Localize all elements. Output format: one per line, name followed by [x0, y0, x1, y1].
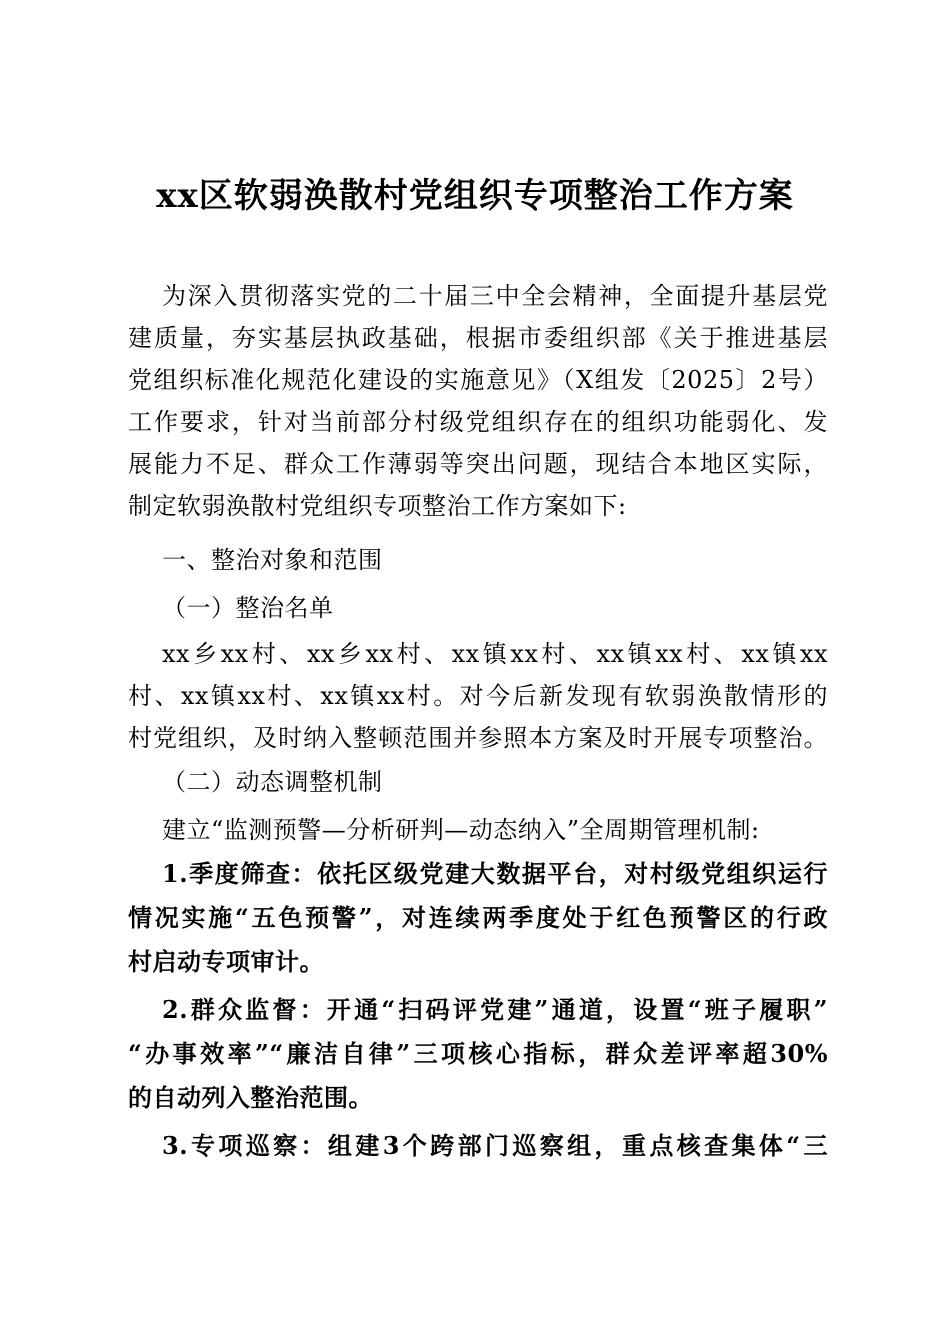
item-line: 村启动专项审计。: [128, 947, 324, 976]
item-line: 1.季度筛查：依托区级党建大数据平台，对村级党组织运行: [162, 859, 828, 888]
subsection-heading: （一）整治名单: [162, 594, 334, 622]
item-line: 3.专项巡察：组建3个跨部门巡察组，重点核查集体“三: [162, 1131, 828, 1160]
item-line: “办事效率”“廉洁自律”三项核心指标，群众差评率超30%: [128, 1039, 828, 1068]
intro-line: 为深入贯彻落实党的二十届三中全会精神，全面提升基层党: [162, 282, 828, 310]
list-line: 村党组织，及时纳入整顿范围并参照本方案及时开展专项整治。: [128, 724, 828, 752]
item-line: 的自动列入整治范围。: [128, 1083, 373, 1112]
subsection-heading: （二）动态调整机制: [162, 768, 383, 796]
list-line: xx乡xx村、xx乡xx村、xx镇xx村、xx镇xx村、xx镇xx: [162, 640, 828, 668]
intro-line: 建质量，夯实基层执政基础，根据市委组织部《关于推进基层: [128, 324, 828, 352]
section-heading: 一、整治对象和范围: [162, 546, 383, 574]
item-line: 情况实施“五色预警”，对连续两季度处于红色预警区的行政: [128, 903, 828, 932]
intro-line: 制定软弱涣散村党组织专项整治工作方案如下:: [128, 492, 627, 520]
item-line: 2.群众监督：开通“扫码评党建”通道，设置“班子履职”: [162, 995, 828, 1024]
mechanism-intro: 建立“监测预警—分析研判—动态纳入”全周期管理机制:: [162, 816, 760, 844]
intro-line: 党组织标准化规范化建设的实施意见》（X组发〔2025〕2号）: [128, 366, 828, 394]
intro-line: 展能力不足、群众工作薄弱等突出问题，现结合本地区实际，: [128, 450, 828, 478]
document-title: xx区软弱涣散村党组织专项整治工作方案: [156, 176, 794, 216]
list-line: 村、xx镇xx村、xx镇xx村。对今后新发现有软弱涣散情形的: [128, 682, 828, 710]
intro-line: 工作要求，针对当前部分村级党组织存在的组织功能弱化、发: [128, 408, 828, 436]
